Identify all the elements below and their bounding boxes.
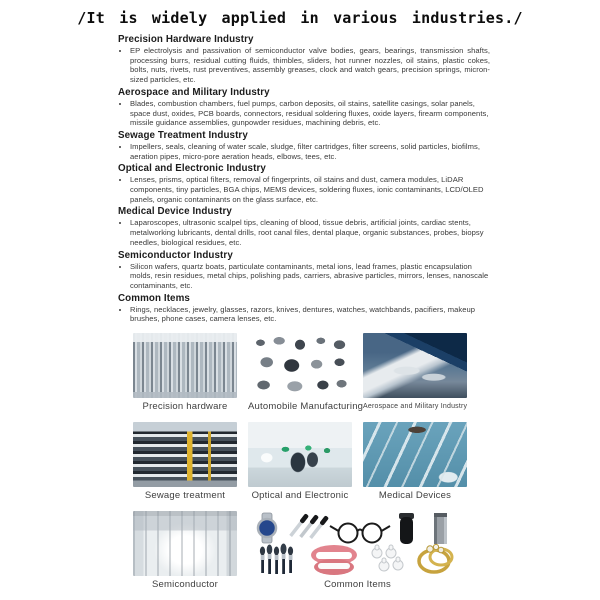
photo-caption: Automobile Manufacturing [248, 401, 364, 413]
section-bullet-text: • Impellers, seals, cleaning of water scale, sludge, filter cartridges, filter screens, solid particles, biofilms, aeration pipes, micro-pore aeration heads, elbows, tees, etc. [130, 142, 490, 161]
dentures-icon [311, 545, 357, 575]
common-items-collage [248, 511, 467, 576]
electric-shaver-icon [399, 513, 414, 544]
section-bullet-text: • EP electrolysis and passivation of semiconductor valve bodies, gears, bearings, transmission shafts, processing burrs, residual cutting fluids, thimbles, sliders, hot runner nozzles, oil stains, plastic cokes, bolts, nuts, rivets, rust preventives, assembly greases, clock and watch gears, precision springs, micron-sized particles, etc. [130, 46, 490, 85]
photo-caption: Common Items [324, 579, 391, 591]
section-heading: Common Items [118, 292, 190, 304]
makeup-brushes-icon [260, 544, 293, 575]
section-heading: Precision Hardware Industry [118, 34, 254, 45]
gold-ring-icon [419, 544, 452, 572]
sewage-treatment-photo [133, 422, 237, 487]
common-items-illustration [248, 511, 467, 576]
photo-caption: Sewage treatment [144, 490, 226, 502]
section-heading: Optical and Electronic Industry [118, 163, 266, 175]
gallery-item [363, 333, 467, 412]
section-bullet-text: • Blades, combustion chambers, fuel pumps, carbon deposits, oil stains, satellite casings, solar panels, space dust, oxides, PCB boards, connectors, residual soldering fluxes, oxide layers, firearm components, missile guidance assemblies, gunpowder residues, machining debris, etc. [130, 99, 490, 128]
section-aerospace-military [118, 87, 490, 128]
section-common-items [118, 293, 490, 324]
section-precision-hardware [118, 34, 490, 85]
section-heading: Sewage Treatment Industry [118, 129, 248, 141]
page-title: /It is widely applied in various industries./ [77, 9, 523, 27]
pacifiers-icon [372, 545, 403, 571]
section-bullet-text: • Lenses, prisms, optical filters, removal of fingerprints, oil stains and dust, camera modules, LiDAR components, tiny particles, BGA chips, MEMS devices, soldering fluxes, ionic contaminants, LCD/OLED panels, organic contaminants on the glass surface, etc. [130, 175, 490, 204]
section-heading: Semiconductor Industry [118, 249, 233, 261]
gallery-item [248, 422, 352, 501]
knives-icon [289, 513, 329, 539]
section-medical-device [118, 206, 490, 247]
section-bullet-text: • Rings, necklaces, jewelry, glasses, razors, knives, dentures, watches, watchbands, pacifiers, makeup brushes, phone cases, camera lenses, etc. [130, 305, 490, 324]
industry-photo-gallery [133, 333, 467, 590]
optical-electronic-photo [248, 422, 352, 487]
automobile-manufacturing-photo [248, 333, 352, 398]
photo-caption: Semiconductor [152, 579, 218, 591]
photo-caption: Medical Devices [378, 490, 452, 502]
photo-caption: Aerospace and Military Industry [363, 403, 468, 411]
semiconductor-photo [133, 511, 237, 576]
section-heading: Aerospace and Military Industry [118, 86, 270, 98]
industry-sections [118, 34, 490, 324]
eyeglasses-icon [330, 524, 390, 543]
section-sewage-treatment [118, 130, 490, 161]
section-semiconductor [118, 250, 490, 291]
gallery-item [133, 333, 237, 412]
photo-caption: Precision hardware [142, 401, 228, 413]
gallery-item [248, 511, 467, 590]
gallery-item [363, 422, 467, 501]
wristwatch-icon [258, 513, 276, 543]
metal-tube-icon [434, 513, 447, 544]
aerospace-military-photo [363, 333, 467, 398]
section-bullet-text: • Silicon wafers, quartz boats, particulate contaminants, metal ions, lead frames, plastic encapsulation molds, resin residues, metal chips, polishing pads, carriers, abrasive particles, mirrors, lenses, nanoscale contaminants, etc. [130, 262, 490, 291]
gallery-item [133, 511, 237, 590]
section-bullet-text: • Laparoscopes, ultrasonic scalpel tips, cleaning of blood, tissue debris, artificial joints, cardiac stents, metalworking lubricants, dental drills, root canal files, dental plaque, organic substances, probes, biopsy needles, biological residues, etc. [130, 218, 490, 247]
gallery-item [248, 333, 364, 413]
gallery-item [133, 422, 237, 501]
medical-devices-photo [363, 422, 467, 487]
section-optical-electronic [118, 163, 490, 204]
photo-caption: Optical and Electronic [251, 490, 349, 502]
section-heading: Medical Device Industry [118, 206, 232, 218]
precision-hardware-photo [133, 333, 237, 398]
